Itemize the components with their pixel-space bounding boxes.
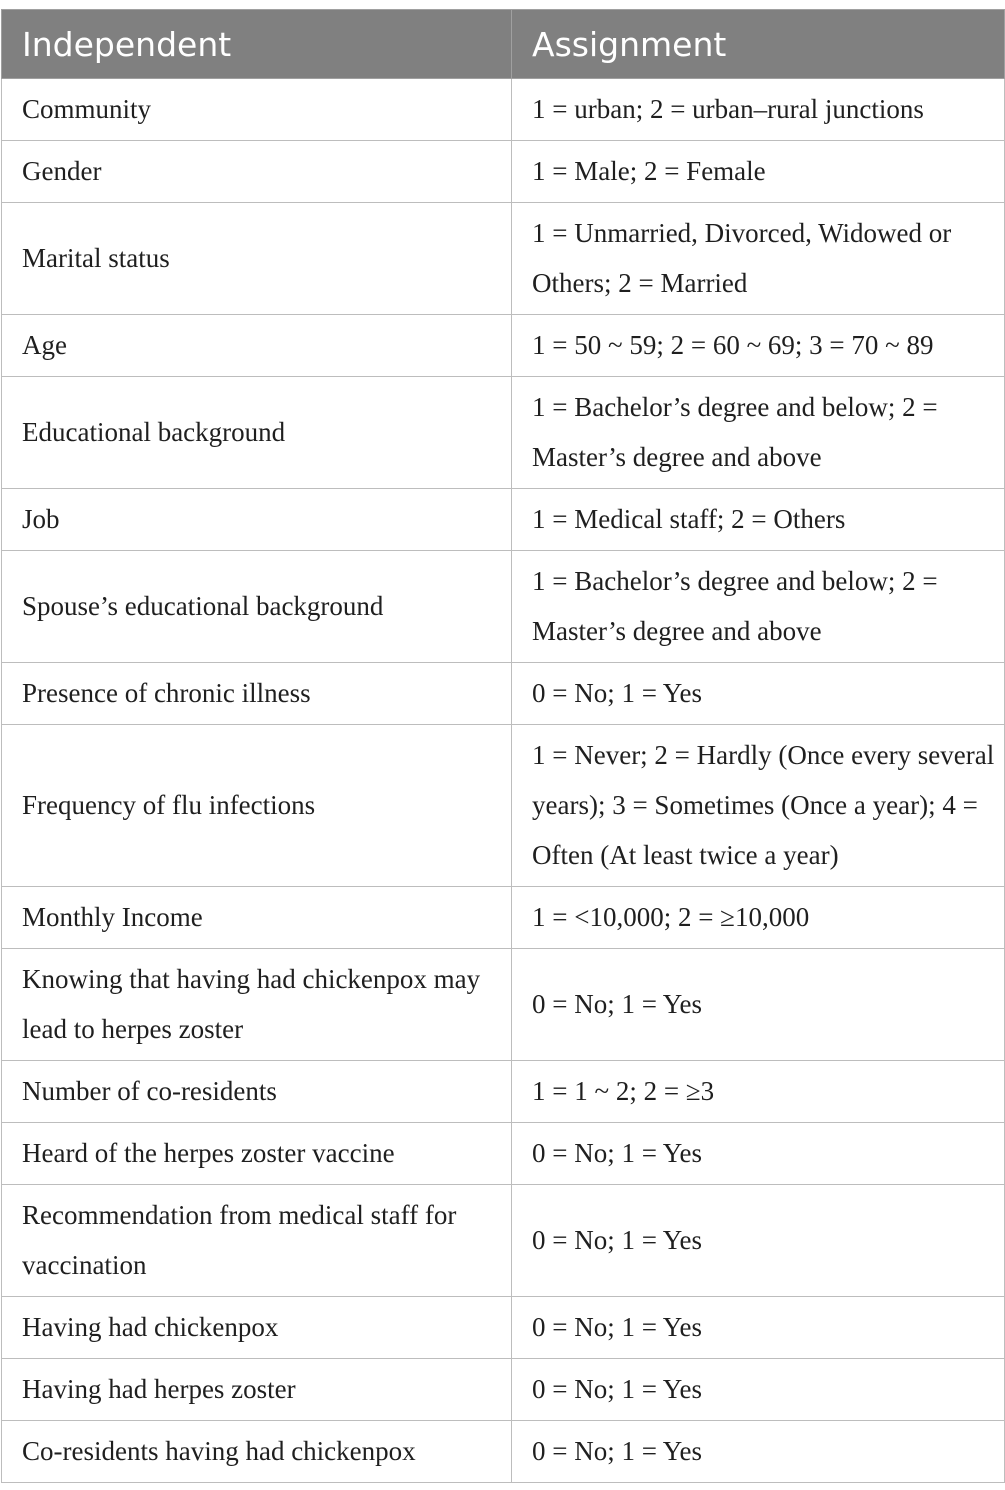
cell-independent: Having had herpes zoster xyxy=(2,1359,512,1421)
table-row xyxy=(2,79,1005,141)
cell-independent: Presence of chronic illness xyxy=(2,663,512,725)
cell-independent: Job xyxy=(2,489,512,551)
cell-independent: Having had chickenpox xyxy=(2,1297,512,1359)
table-row xyxy=(2,1297,1005,1359)
table-row xyxy=(2,203,1005,315)
table-row xyxy=(2,1123,1005,1185)
table-row xyxy=(2,551,1005,663)
cell-assignment: 1 = Bachelor’s degree and below; 2 = Master’s degree and above xyxy=(512,551,1005,663)
cell-assignment: 1 = Male; 2 = Female xyxy=(512,141,1005,203)
cell-assignment: 1 = urban; 2 = urban–rural junctions xyxy=(512,79,1005,141)
table-row xyxy=(2,1185,1005,1297)
table-row xyxy=(2,1421,1005,1483)
cell-independent: Gender xyxy=(2,141,512,203)
cell-assignment: 1 = Unmarried, Divorced, Widowed or Others; 2 = Married xyxy=(512,203,1005,315)
table-row xyxy=(2,141,1005,203)
table-row xyxy=(2,725,1005,887)
cell-assignment: 0 = No; 1 = Yes xyxy=(512,1359,1005,1421)
variable-assignment-table-container xyxy=(1,9,1004,1483)
cell-independent: Community xyxy=(2,79,512,141)
cell-assignment: 1 = <10,000; 2 = ≥10,000 xyxy=(512,887,1005,949)
table-row xyxy=(2,1061,1005,1123)
header-row xyxy=(2,10,1005,79)
table-row xyxy=(2,663,1005,725)
cell-assignment: 0 = No; 1 = Yes xyxy=(512,1421,1005,1483)
cell-independent: Spouse’s educational background xyxy=(2,551,512,663)
cell-independent: Heard of the herpes zoster vaccine xyxy=(2,1123,512,1185)
table-row xyxy=(2,887,1005,949)
table-row xyxy=(2,489,1005,551)
table-row xyxy=(2,377,1005,489)
cell-independent: Frequency of flu infections xyxy=(2,725,512,887)
table-header xyxy=(2,10,1005,79)
cell-assignment: 0 = No; 1 = Yes xyxy=(512,949,1005,1061)
cell-independent: Age xyxy=(2,315,512,377)
cell-independent: Recommendation from medical staff for vaccination xyxy=(2,1185,512,1297)
cell-independent: Educational background xyxy=(2,377,512,489)
table-body xyxy=(2,79,1005,1483)
cell-assignment: 1 = Bachelor’s degree and below; 2 = Master’s degree and above xyxy=(512,377,1005,489)
cell-assignment: 0 = No; 1 = Yes xyxy=(512,1185,1005,1297)
cell-assignment: 1 = 1 ~ 2; 2 = ≥3 xyxy=(512,1061,1005,1123)
table-row xyxy=(2,315,1005,377)
cell-independent: Knowing that having had chickenpox may lead to herpes zoster xyxy=(2,949,512,1061)
cell-assignment: 1 = Medical staff; 2 = Others xyxy=(512,489,1005,551)
table-row xyxy=(2,949,1005,1061)
cell-independent: Marital status xyxy=(2,203,512,315)
cell-assignment: 1 = 50 ~ 59; 2 = 60 ~ 69; 3 = 70 ~ 89 xyxy=(512,315,1005,377)
cell-assignment: 0 = No; 1 = Yes xyxy=(512,1123,1005,1185)
column-header-assignment: Assignment xyxy=(512,10,1005,79)
cell-independent: Number of co-residents xyxy=(2,1061,512,1123)
cell-assignment: 0 = No; 1 = Yes xyxy=(512,663,1005,725)
column-header-independent: Independent xyxy=(2,10,512,79)
cell-independent: Monthly Income xyxy=(2,887,512,949)
variable-assignment-table xyxy=(1,9,1005,1483)
table-row xyxy=(2,1359,1005,1421)
cell-assignment: 0 = No; 1 = Yes xyxy=(512,1297,1005,1359)
cell-independent: Co-residents having had chickenpox xyxy=(2,1421,512,1483)
cell-assignment: 1 = Never; 2 = Hardly (Once every several years); 3 = Sometimes (Once a year); 4 = Often (At least twice a year) xyxy=(512,725,1005,887)
